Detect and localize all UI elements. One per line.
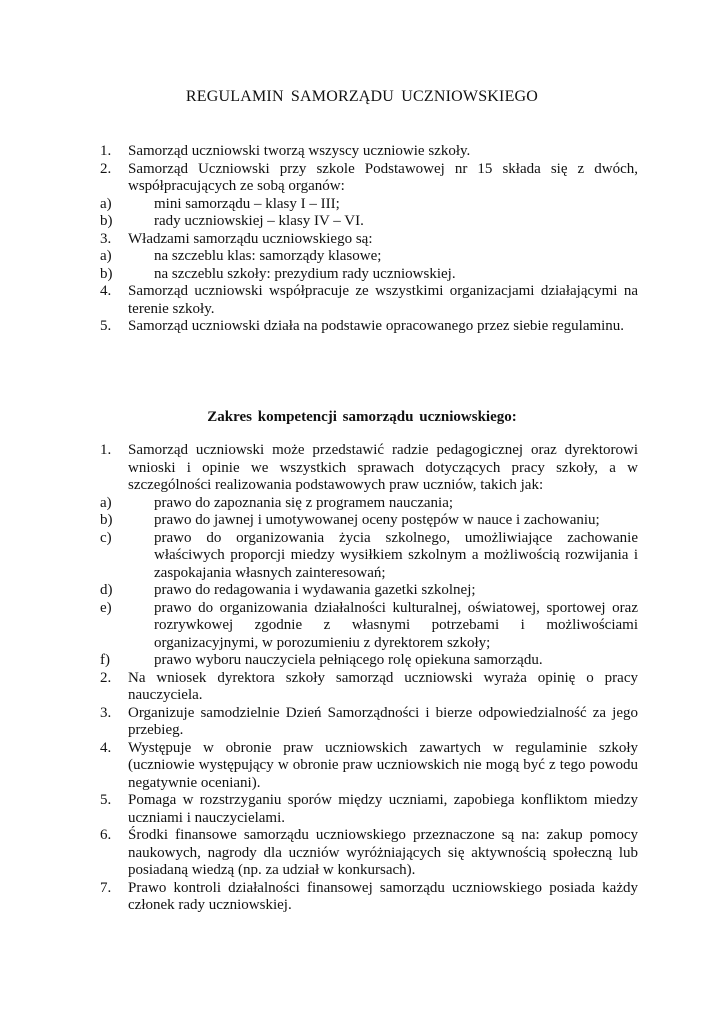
item-number: 1. [100, 143, 112, 159]
sub-item-letter: a) [100, 248, 112, 264]
item-text: Prawo kontroli działalności finansowej samorządu uczniowskiego posiada każdy członek rady uczniowskiej. [128, 879, 638, 913]
list-item [100, 670, 638, 705]
competences-list [100, 442, 638, 915]
list-item [100, 143, 638, 161]
list-item [100, 740, 638, 793]
sub-list [100, 195, 638, 231]
sub-list-item [100, 512, 638, 530]
sub-item-letter: f) [100, 652, 110, 668]
sub-item-text: na szczeblu klas: samorządy klasowe; [154, 248, 382, 264]
sub-item-text: prawo do zapoznania się z programem nauczania; [154, 494, 454, 511]
sub-item-letter: d) [100, 582, 113, 598]
sub-item-text: rady uczniowskiej – klasy IV – VI. [154, 213, 364, 229]
regulations-list [100, 143, 638, 336]
sub-list-item [100, 196, 638, 214]
item-text: Występuje w obronie praw uczniowskich zawartych w regulaminie szkoły (uczniowie występujący w obronie praw uczniowskich nie mogą być z tego powodu negatywnie oceniani). [128, 739, 638, 791]
sub-list [100, 494, 638, 670]
list-item [100, 161, 638, 231]
sub-item-letter: e) [100, 599, 112, 616]
item-number: 1. [100, 442, 112, 458]
item-text: Samorząd uczniowski może przedstawić radzie pedagogicznej oraz dyrektorowi wnioski i opinie we wszystkich sprawach dotyczących pracy szkoły, a w szczególności realizowania podstawowych praw uczniów, takich jak: [128, 442, 638, 493]
sub-item-letter: b) [100, 213, 113, 229]
sub-item-letter: c) [100, 529, 112, 546]
item-number: 3. [100, 704, 112, 721]
list-item [100, 318, 638, 336]
list-item [100, 792, 638, 827]
item-text: Samorząd uczniowski tworzą wszyscy uczniowie szkoły. [128, 143, 471, 159]
sub-item-text: prawo do redagowania i wydawania gazetki szkolnej; [154, 582, 476, 598]
item-text: Samorząd uczniowski działa na podstawie opracowanego przez siebie regulaminu. [128, 318, 625, 334]
item-number: 6. [100, 827, 112, 843]
sub-item-text: prawo wyboru nauczyciela pełniącego rolę opiekuna samorządu. [154, 652, 543, 668]
sub-item-text: prawo do jawnej i umotywowanej oceny postępów w nauce i zachowaniu; [154, 512, 600, 528]
item-number: 5. [100, 318, 112, 334]
sub-list-item [100, 530, 638, 583]
item-number: 4. [100, 283, 112, 299]
item-text: Środki finansowe samorządu uczniowskiego przeznaczone są na: zakup pomocy naukowych, nagrody dla uczniów wyróżniających się aktywnością społeczną lub posiadaną wiedzą (np. za udział w konkursach). [128, 827, 638, 878]
sub-item-letter: b) [100, 512, 113, 528]
item-text: Na wniosek dyrektora szkoły samorząd uczniowski wyraża opinię o pracy nauczyciela. [128, 669, 638, 703]
item-text: Samorząd uczniowski współpracuje ze wszystkimi organizacjami działającymi na terenie szkoły. [128, 283, 638, 317]
sub-item-text: prawo do organizowania działalności kulturalnej, oświatowej, sportowej oraz rozrywkowej zgodnie z własnymi potrzebami i możliwościami organizacyjnymi, w porozumieniu z dyrektorem szkoły; [154, 599, 638, 651]
sub-item-text: prawo do organizowania życia szkolnego, umożliwiające zachowanie właściwych proporcji miedzy wysiłkiem szkolnym a możliwością rozwijania i zaspokajania własnych zainteresowań; [154, 529, 638, 581]
sub-list-item [100, 248, 638, 266]
document-title: REGULAMIN SAMORZĄDU UCZNIOWSKIEGO [185, 88, 539, 105]
sub-list-item [100, 495, 638, 513]
sub-list-item [100, 600, 638, 653]
item-text: Pomaga w rozstrzyganiu sporów między uczniami, zapobiega konfliktom miedzy uczniami i nauczycielami. [128, 792, 638, 826]
sub-item-letter: b) [100, 265, 113, 282]
list-item [100, 442, 638, 670]
sub-item-letter: a) [100, 195, 112, 212]
list-item [100, 880, 638, 915]
sub-item-letter: a) [100, 494, 112, 511]
sub-list-item [100, 582, 638, 600]
list-item [100, 283, 638, 318]
section-heading: Zakres kompetencji samorządu uczniowskiego: [207, 409, 517, 425]
item-text: Samorząd Uczniowski przy szkole Podstawowej nr 15 składa się z dwóch, współpracujących ze sobą organów: [128, 160, 638, 194]
sub-item-text: na szczeblu szkoły: prezydium rady uczniowskiej. [154, 265, 456, 282]
sub-list-item [100, 266, 638, 284]
item-text: Władzami samorządu uczniowskiego są: [128, 230, 373, 247]
item-number: 2. [100, 669, 112, 686]
sub-list-item [100, 652, 638, 670]
item-number: 4. [100, 739, 112, 756]
item-number: 3. [100, 230, 112, 247]
item-number: 7. [100, 879, 112, 896]
item-text: Organizuje samodzielnie Dzień Samorządności i bierze odpowiedzialność za jego przebieg. [128, 704, 638, 738]
list-item [100, 827, 638, 880]
sub-list [100, 248, 638, 283]
item-number: 2. [100, 160, 112, 177]
list-item [100, 705, 638, 740]
sub-item-text: mini samorządu – klasy I – III; [154, 195, 340, 212]
item-number: 5. [100, 792, 112, 808]
list-item [100, 231, 638, 284]
sub-list-item [100, 213, 638, 231]
